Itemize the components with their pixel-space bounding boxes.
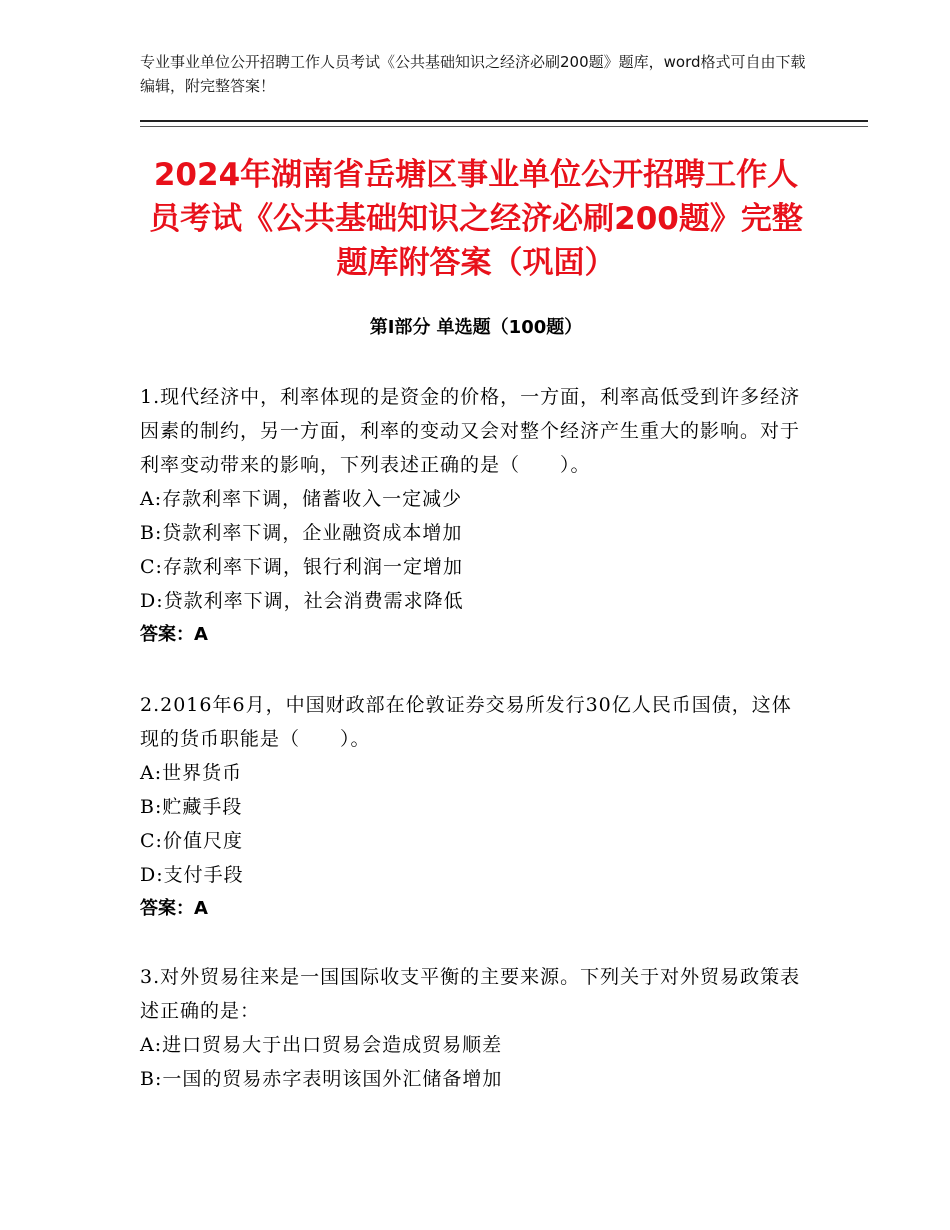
question-2-option-c: C:价值尺度 [140, 830, 243, 852]
question-3-option-b: B:一国的贸易赤字表明该国外汇储备增加 [140, 1068, 503, 1090]
question-3-option-a: A:进口贸易大于出口贸易会造成贸易顺差 [140, 1034, 503, 1056]
header-rule-thin [140, 126, 868, 127]
question-2-option-d: D:支付手段 [140, 864, 244, 886]
header-rule-thick [140, 120, 868, 122]
question-2-text: 2.2016年6月，中国财政部在伦敦证券交易所发行30亿人民币国债，这体现的货币职能是（ ）。 [140, 694, 792, 750]
question-1-text: 1.现代经济中，利率体现的是资金的价格，一方面，利率高低受到许多经济因素的制约，另一方面，利率的变动又会对整个经济产生重大的影响。对于利率变动带来的影响，下列表述正确的是（ ）。 [140, 386, 801, 476]
document-title: 2024年湖南省岳塘区事业单位公开招聘工作人员考试《公共基础知识之经济必刷200题》完整题库附答案（巩固） [149, 157, 803, 281]
question-1-answer: 答案：A [140, 624, 208, 645]
question-1-option-b: B:贷款利率下调，企业融资成本增加 [140, 522, 463, 544]
header-note: 专业事业单位公开招聘工作人员考试《公共基础知识之经济必刷200题》题库，word格式可自由下载编辑，附完整答案！ [140, 53, 806, 95]
question-1-option-c: C:存款利率下调，银行利润一定增加 [140, 556, 463, 578]
question-1-option-d: D:贷款利率下调，社会消费需求降低 [140, 590, 464, 612]
question-3-text: 3.对外贸易往来是一国国际收支平衡的主要来源。下列关于对外贸易政策表述正确的是： [140, 966, 801, 1022]
question-2-option-b: B:贮藏手段 [140, 796, 243, 818]
question-1-option-a: A:存款利率下调，储蓄收入一定减少 [140, 488, 463, 510]
section-title: 第Ⅰ部分 单选题（100题） [369, 317, 583, 338]
question-2-option-a: A:世界货币 [140, 762, 243, 784]
question-2-answer: 答案：A [140, 898, 208, 919]
